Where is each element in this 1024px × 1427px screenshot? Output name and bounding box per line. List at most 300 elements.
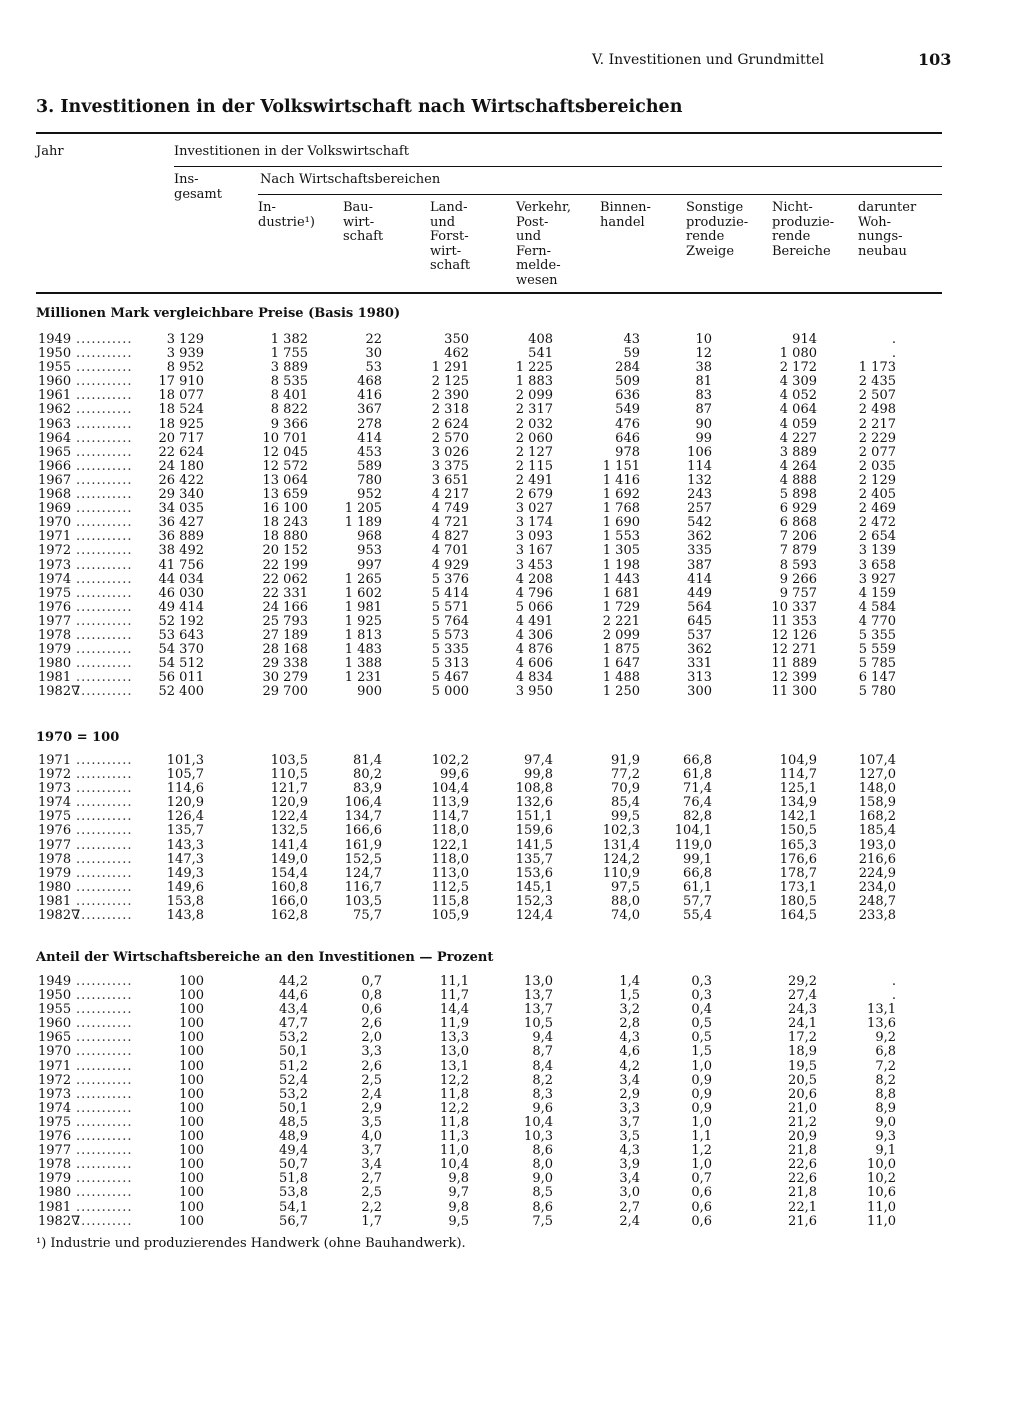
col-header-bauwirtschaft: Bau- wirt- schaft	[343, 200, 384, 244]
leader-dots: ...........	[76, 613, 133, 629]
cell-bauwirtschaft: 453	[357, 444, 382, 460]
cell-nichtprod: 4 888	[779, 472, 817, 488]
year-cell: 1977	[38, 837, 72, 853]
year-cell: 1955	[38, 1002, 72, 1018]
cell-verkehr: 408	[528, 332, 553, 347]
year-cell: 1980	[38, 656, 72, 672]
cell-sonstige: 132	[687, 472, 712, 488]
table-row	[0, 1017, 1024, 1031]
table-row	[0, 1074, 1024, 1088]
cell-binnenhandel: 91,9	[611, 753, 640, 768]
cell-binnenhandel: 2,7	[619, 1199, 640, 1215]
cell-industrie: 25 793	[262, 613, 308, 629]
cell-insgesamt: 44 034	[158, 571, 204, 587]
leader-dots: ...........	[76, 360, 133, 376]
cell-wohnungsbau: 8,9	[875, 1100, 896, 1116]
col-header-jahr: Jahr	[36, 144, 64, 159]
table-row	[0, 432, 1024, 446]
table-row	[0, 361, 1024, 375]
cell-insgesamt: 52 400	[158, 684, 204, 700]
cell-sonstige: 99	[695, 430, 712, 446]
cell-bauwirtschaft: 1,7	[361, 1213, 382, 1229]
cell-nichtprod: 4 052	[779, 388, 817, 404]
year-cell: 1982∇	[38, 908, 81, 924]
year-cell: 1981	[38, 1199, 72, 1215]
year-cell: 1966	[38, 458, 72, 474]
cell-insgesamt: 8 952	[166, 360, 204, 376]
leader-dots: ...........	[76, 402, 133, 418]
cell-sonstige: 542	[687, 515, 712, 531]
cell-landforst: 99,6	[440, 767, 469, 783]
leader-dots: ...........	[76, 388, 133, 404]
year-cell: 1980	[38, 879, 72, 895]
cell-binnenhandel: 646	[615, 430, 640, 446]
cell-insgesamt: 143,3	[166, 837, 204, 853]
cell-industrie: 110,5	[270, 767, 308, 783]
cell-bauwirtschaft: 2,7	[361, 1171, 382, 1187]
cell-verkehr: 4 796	[515, 585, 553, 601]
cell-insgesamt: 100	[179, 988, 204, 1004]
cell-nichtprod: 7 206	[779, 529, 817, 545]
footnote: ¹) Industrie und produzierendes Handwerk (ohne Bauhandwerk).	[36, 1236, 466, 1251]
cell-bauwirtschaft: 83,9	[353, 781, 382, 797]
cell-binnenhandel: 2 099	[602, 627, 640, 643]
cell-wohnungsbau: 148,0	[858, 781, 896, 797]
cell-binnenhandel: 4,3	[619, 1143, 640, 1159]
cell-nichtprod: 164,5	[779, 908, 817, 924]
cell-wohnungsbau: .	[891, 974, 896, 989]
table-row	[0, 782, 1024, 796]
cell-landforst: 13,1	[440, 1058, 469, 1074]
cell-sonstige: 119,0	[674, 837, 712, 853]
cell-nichtprod: 27,4	[788, 988, 817, 1004]
cell-bauwirtschaft: 414	[357, 430, 382, 446]
year-cell: 1979	[38, 865, 72, 881]
leader-dots: ...........	[76, 529, 133, 545]
cell-landforst: 4 749	[431, 501, 469, 517]
table-row	[0, 685, 1024, 699]
cell-insgesamt: 100	[179, 1143, 204, 1159]
col-header-verkehr: Verkehr, Post- und Fern- melde- wesen	[516, 200, 571, 288]
cell-insgesamt: 100	[179, 1213, 204, 1229]
cell-sonstige: 10	[695, 332, 712, 347]
leader-dots: ...........	[76, 851, 133, 867]
cell-nichtprod: 21,2	[788, 1114, 817, 1130]
cell-wohnungsbau: 10,0	[867, 1157, 896, 1173]
leader-dots: ...........	[76, 908, 133, 924]
cell-binnenhandel: 3,9	[619, 1157, 640, 1173]
cell-binnenhandel: 74,0	[611, 908, 640, 924]
section-heading: Anteil der Wirtschaftsbereiche an den Investitionen — Prozent	[36, 950, 494, 965]
cell-nichtprod: 6 929	[779, 501, 817, 517]
cell-insgesamt: 100	[179, 1016, 204, 1032]
cell-landforst: 11,3	[440, 1129, 469, 1145]
cell-bauwirtschaft: 589	[357, 458, 382, 474]
cell-wohnungsbau: 2 469	[858, 501, 896, 517]
leader-dots: ...........	[76, 974, 133, 989]
cell-wohnungsbau: 4 159	[858, 585, 896, 601]
cell-nichtprod: 1 080	[779, 346, 817, 362]
cell-verkehr: 10,4	[524, 1114, 553, 1130]
table-row	[0, 1045, 1024, 1059]
cell-wohnungsbau: 8,2	[875, 1072, 896, 1088]
cell-industrie: 49,4	[279, 1143, 308, 1159]
cell-sonstige: 0,6	[691, 1185, 712, 1201]
table-row	[0, 333, 1024, 347]
year-cell: 1972	[38, 767, 72, 783]
leader-dots: ...........	[76, 865, 133, 881]
cell-landforst: 9,7	[448, 1185, 469, 1201]
cell-binnenhandel: 1,5	[619, 988, 640, 1004]
cell-bauwirtschaft: 0,6	[361, 1002, 382, 1018]
table-row	[0, 1102, 1024, 1116]
year-cell: 1978	[38, 851, 72, 867]
cell-sonstige: 82,8	[683, 809, 712, 825]
cell-verkehr: 124,4	[515, 908, 553, 924]
cell-verkehr: 1 883	[515, 374, 553, 390]
cell-binnenhandel: 1 488	[602, 670, 640, 686]
cell-nichtprod: 11 353	[771, 613, 817, 629]
cell-nichtprod: 114,7	[779, 767, 817, 783]
cell-sonstige: 300	[687, 684, 712, 700]
cell-insgesamt: 149,6	[166, 879, 204, 895]
cell-industrie: 53,2	[279, 1086, 308, 1102]
cell-sonstige: 1,0	[691, 1157, 712, 1173]
cell-bauwirtschaft: 3,7	[361, 1143, 382, 1159]
cell-bauwirtschaft: 1 388	[344, 656, 382, 672]
cell-industrie: 44,6	[279, 988, 308, 1004]
leader-dots: ...........	[76, 515, 133, 531]
cell-insgesamt: 3 939	[166, 346, 204, 362]
year-cell: 1950	[38, 988, 72, 1004]
cell-landforst: 105,9	[431, 908, 469, 924]
group-rule	[174, 166, 942, 167]
cell-verkehr: 2 491	[515, 472, 553, 488]
cell-industrie: 43,4	[279, 1002, 308, 1018]
cell-insgesamt: 100	[179, 1002, 204, 1018]
cell-industrie: 44,2	[279, 974, 308, 989]
cell-bauwirtschaft: 134,7	[344, 809, 382, 825]
leader-dots: ...........	[76, 837, 133, 853]
section-rows	[0, 754, 1024, 923]
cell-insgesamt: 53 643	[158, 627, 204, 643]
cell-insgesamt: 38 492	[158, 543, 204, 559]
cell-binnenhandel: 3,7	[619, 1114, 640, 1130]
leader-dots: ...........	[76, 893, 133, 909]
table-row	[0, 867, 1024, 881]
year-cell: 1974	[38, 1100, 72, 1116]
cell-landforst: 462	[444, 346, 469, 362]
cell-sonstige: 449	[687, 585, 712, 601]
table-row	[0, 488, 1024, 502]
cell-bauwirtschaft: 997	[357, 557, 382, 573]
cell-wohnungsbau: 9,2	[875, 1030, 896, 1046]
table-row	[0, 768, 1024, 782]
cell-wohnungsbau: 127,0	[858, 767, 896, 783]
cell-wohnungsbau: 13,6	[867, 1016, 896, 1032]
leader-dots: ...........	[76, 374, 133, 390]
cell-wohnungsbau: 2 498	[858, 402, 896, 418]
cell-industrie: 53,2	[279, 1030, 308, 1046]
cell-wohnungsbau: 2 654	[858, 529, 896, 545]
table-row	[0, 1144, 1024, 1158]
cell-industrie: 3 889	[270, 360, 308, 376]
cell-bauwirtschaft: 152,5	[344, 851, 382, 867]
table-row	[0, 573, 1024, 587]
year-cell: 1969	[38, 501, 72, 517]
cell-binnenhandel: 3,2	[619, 1002, 640, 1018]
cell-wohnungsbau: 10,6	[867, 1185, 896, 1201]
leader-dots: ...........	[76, 571, 133, 587]
leader-dots: ...........	[76, 430, 133, 446]
page-number: 103	[918, 50, 952, 69]
table-row	[0, 418, 1024, 432]
cell-landforst: 5 376	[431, 571, 469, 587]
cell-industrie: 50,1	[279, 1100, 308, 1116]
cell-wohnungsbau: 8,8	[875, 1086, 896, 1102]
cell-wohnungsbau: 11,0	[867, 1213, 896, 1229]
leader-dots: ...........	[76, 1185, 133, 1201]
leader-dots: ...........	[76, 599, 133, 615]
cell-insgesamt: 34 035	[158, 501, 204, 517]
cell-nichtprod: 176,6	[779, 851, 817, 867]
cell-bauwirtschaft: 468	[357, 374, 382, 390]
cell-wohnungsbau: 158,9	[858, 795, 896, 811]
cell-insgesamt: 18 925	[158, 416, 204, 432]
cell-sonstige: 81	[695, 374, 712, 390]
cell-bauwirtschaft: 4,0	[361, 1129, 382, 1145]
cell-sonstige: 0,6	[691, 1199, 712, 1215]
table-row	[0, 824, 1024, 838]
table-row	[0, 754, 1024, 768]
cell-binnenhandel: 43	[623, 332, 640, 347]
col-header-subgroup: Nach Wirtschaftsbereichen	[260, 172, 441, 187]
leader-dots: ...........	[76, 642, 133, 658]
cell-landforst: 12,2	[440, 1072, 469, 1088]
cell-binnenhandel: 2,8	[619, 1016, 640, 1032]
cell-bauwirtschaft: 2,2	[361, 1199, 382, 1215]
cell-nichtprod: 173,1	[779, 879, 817, 895]
cell-verkehr: 8,6	[532, 1199, 553, 1215]
cell-insgesamt: 153,8	[166, 893, 204, 909]
cell-landforst: 2 125	[431, 374, 469, 390]
year-cell: 1974	[38, 795, 72, 811]
leader-dots: ...........	[76, 809, 133, 825]
leader-dots: ...........	[76, 1171, 133, 1187]
cell-bauwirtschaft: 75,7	[353, 908, 382, 924]
cell-insgesamt: 100	[179, 1157, 204, 1173]
cell-landforst: 5 764	[431, 613, 469, 629]
table-row	[0, 1186, 1024, 1200]
leader-dots: ...........	[76, 1129, 133, 1145]
cell-insgesamt: 18 077	[158, 388, 204, 404]
cell-bauwirtschaft: 116,7	[344, 879, 382, 895]
leader-dots: ...........	[76, 1199, 133, 1215]
cell-sonstige: 114	[687, 458, 712, 474]
leader-dots: ...........	[76, 346, 133, 362]
cell-bauwirtschaft: 3,4	[361, 1157, 382, 1173]
cell-binnenhandel: 3,0	[619, 1185, 640, 1201]
cell-insgesamt: 54 370	[158, 642, 204, 658]
year-cell: 1973	[38, 557, 72, 573]
year-cell: 1979	[38, 1171, 72, 1187]
cell-landforst: 5 571	[431, 599, 469, 615]
cell-sonstige: 387	[687, 557, 712, 573]
table-row	[0, 839, 1024, 853]
cell-wohnungsbau: 4 584	[858, 599, 896, 615]
cell-bauwirtschaft: 2,9	[361, 1100, 382, 1116]
cell-sonstige: 106	[687, 444, 712, 460]
cell-landforst: 4 827	[431, 529, 469, 545]
section-heading: 1970 = 100	[36, 730, 120, 745]
cell-insgesamt: 120,9	[166, 795, 204, 811]
cell-industrie: 103,5	[270, 753, 308, 768]
cell-binnenhandel: 102,3	[602, 823, 640, 839]
year-cell: 1967	[38, 472, 72, 488]
cell-landforst: 11,1	[440, 974, 469, 989]
cell-insgesamt: 100	[179, 1058, 204, 1074]
year-cell: 1965	[38, 1030, 72, 1046]
cell-binnenhandel: 59	[623, 346, 640, 362]
cell-wohnungsbau: 7,2	[875, 1058, 896, 1074]
year-cell: 1955	[38, 360, 72, 376]
cell-nichtprod: 2 172	[779, 360, 817, 376]
cell-landforst: 9,8	[448, 1171, 469, 1187]
cell-bauwirtschaft: 1 602	[344, 585, 382, 601]
cell-insgesamt: 143,8	[166, 908, 204, 924]
cell-sonstige: 645	[687, 613, 712, 629]
table-row	[0, 796, 1024, 810]
cell-verkehr: 3 027	[515, 501, 553, 517]
cell-sonstige: 0,3	[691, 988, 712, 1004]
cell-landforst: 4 217	[431, 487, 469, 503]
cell-industrie: 54,1	[279, 1199, 308, 1215]
cell-bauwirtschaft: 2,6	[361, 1058, 382, 1074]
cell-sonstige: 0,5	[691, 1016, 712, 1032]
year-cell: 1975	[38, 809, 72, 825]
year-cell: 1981	[38, 670, 72, 686]
cell-industrie: 30 279	[262, 670, 308, 686]
cell-nichtprod: 7 879	[779, 543, 817, 559]
cell-landforst: 11,0	[440, 1143, 469, 1159]
cell-binnenhandel: 88,0	[611, 893, 640, 909]
cell-wohnungsbau: 233,8	[858, 908, 896, 924]
col-header-nichtprod: Nicht- produzie- rende Bereiche	[772, 200, 835, 259]
cell-landforst: 4 701	[431, 543, 469, 559]
cell-insgesamt: 24 180	[158, 458, 204, 474]
cell-landforst: 11,9	[440, 1016, 469, 1032]
cell-verkehr: 8,0	[532, 1157, 553, 1173]
cell-nichtprod: 12 271	[771, 642, 817, 658]
table-row	[0, 895, 1024, 909]
cell-landforst: 5 573	[431, 627, 469, 643]
cell-nichtprod: 134,9	[779, 795, 817, 811]
table-row	[0, 544, 1024, 558]
cell-sonstige: 104,1	[674, 823, 712, 839]
cell-bauwirtschaft: 124,7	[344, 865, 382, 881]
cell-nichtprod: 21,6	[788, 1213, 817, 1229]
cell-insgesamt: 17 910	[158, 374, 204, 390]
cell-wohnungsbau: 3 139	[858, 543, 896, 559]
cell-insgesamt: 100	[179, 1030, 204, 1046]
year-cell: 1976	[38, 1129, 72, 1145]
cell-insgesamt: 36 427	[158, 515, 204, 531]
cell-landforst: 3 651	[431, 472, 469, 488]
year-cell: 1970	[38, 1044, 72, 1060]
section-rows	[0, 975, 1024, 1229]
cell-wohnungsbau: 1 173	[858, 360, 896, 376]
cell-insgesamt: 100	[179, 1171, 204, 1187]
cell-verkehr: 9,0	[532, 1171, 553, 1187]
cell-industrie: 18 243	[262, 515, 308, 531]
cell-nichtprod: 12 126	[771, 627, 817, 643]
cell-landforst: 115,8	[431, 893, 469, 909]
cell-landforst: 3 026	[431, 444, 469, 460]
cell-industrie: 132,5	[270, 823, 308, 839]
col-header-sonstige: Sonstige produzie- rende Zweige	[686, 200, 749, 259]
cell-nichtprod: 4 264	[779, 458, 817, 474]
cell-verkehr: 10,3	[524, 1129, 553, 1145]
cell-nichtprod: 104,9	[779, 753, 817, 768]
cell-insgesamt: 46 030	[158, 585, 204, 601]
cell-wohnungsbau: 6 147	[858, 670, 896, 686]
cell-bauwirtschaft: 953	[357, 543, 382, 559]
cell-industrie: 154,4	[270, 865, 308, 881]
cell-landforst: 11,8	[440, 1114, 469, 1130]
cell-nichtprod: 4 059	[779, 416, 817, 432]
cell-industrie: 13 064	[262, 472, 308, 488]
cell-binnenhandel: 1 250	[602, 684, 640, 700]
cell-sonstige: 1,1	[691, 1129, 712, 1145]
cell-bauwirtschaft: 22	[365, 332, 382, 347]
cell-sonstige: 66,8	[683, 865, 712, 881]
year-cell: 1960	[38, 1016, 72, 1032]
section-heading: Millionen Mark vergleichbare Preise (Basis 1980)	[36, 306, 401, 321]
cell-wohnungsbau: 248,7	[858, 893, 896, 909]
cell-bauwirtschaft: 1 981	[344, 599, 382, 615]
table-row	[0, 601, 1024, 615]
cell-insgesamt: 100	[179, 974, 204, 989]
cell-verkehr: 2 127	[515, 444, 553, 460]
year-cell: 1972	[38, 543, 72, 559]
cell-bauwirtschaft: 81,4	[353, 753, 382, 768]
cell-sonstige: 0,9	[691, 1100, 712, 1116]
cell-landforst: 14,4	[440, 1002, 469, 1018]
cell-nichtprod: 11 889	[771, 656, 817, 672]
table-row	[0, 446, 1024, 460]
running-title: V. Investitionen und Grundmittel	[592, 52, 824, 68]
year-cell: 1976	[38, 823, 72, 839]
year-cell: 1949	[38, 974, 72, 989]
cell-nichtprod: 21,8	[788, 1143, 817, 1159]
table-row	[0, 810, 1024, 824]
cell-binnenhandel: 549	[615, 402, 640, 418]
cell-sonstige: 99,1	[683, 851, 712, 867]
cell-wohnungsbau: 9,1	[875, 1143, 896, 1159]
leader-dots: ...........	[76, 823, 133, 839]
cell-sonstige: 71,4	[683, 781, 712, 797]
cell-bauwirtschaft: 103,5	[344, 893, 382, 909]
cell-binnenhandel: 4,2	[619, 1058, 640, 1074]
cell-insgesamt: 41 756	[158, 557, 204, 573]
year-cell: 1949	[38, 332, 72, 347]
cell-industrie: 13 659	[262, 487, 308, 503]
cell-industrie: 122,4	[270, 809, 308, 825]
cell-industrie: 121,7	[270, 781, 308, 797]
cell-binnenhandel: 636	[615, 388, 640, 404]
cell-industrie: 1 382	[270, 332, 308, 347]
cell-industrie: 10 701	[262, 430, 308, 446]
